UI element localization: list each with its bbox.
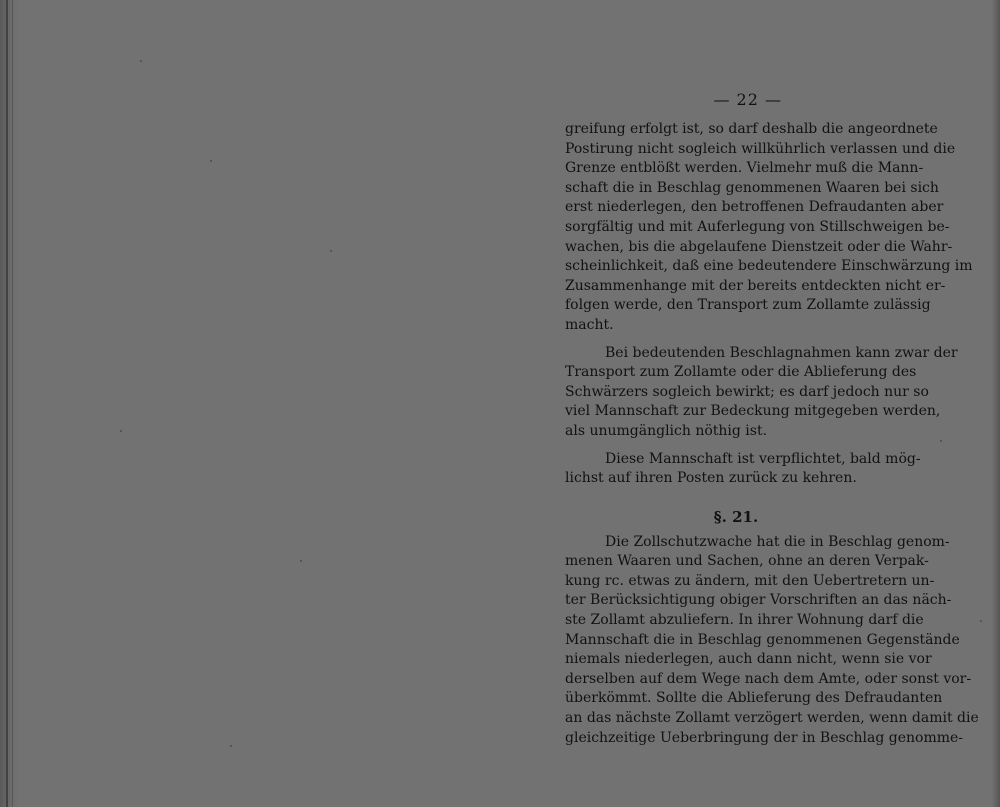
text-line: Bei bedeutenden Beschlagnahmen kann zwar der [605, 344, 958, 361]
text-line: scheinlichkeit, daß eine bedeutendere Einschwärzung im [565, 258, 973, 275]
text-line: als unumgänglich nöthig ist. [565, 422, 768, 439]
text-line: Zusammenhange mit der bereits entdeckten nicht er- [565, 277, 946, 294]
paragraph-2 [565, 344, 958, 442]
text-line: folgen werde, den Transport zum Zollamte zulässig [565, 297, 931, 314]
text-line: Schwärzers sogleich bewirkt; es darf jedoch nur so [565, 383, 929, 400]
text-line: ste Zollamt abzuliefern. In ihrer Wohnung darf die [565, 612, 924, 629]
scan-speck [140, 60, 142, 62]
text-line: schaft die in Beschlag genommenen Waaren bei sich [565, 179, 939, 196]
text-line: gleichzeitige Ueberbringung der in Beschlag genomme- [565, 729, 964, 746]
scan-speck [330, 250, 332, 252]
text-line: niemals niederlegen, auch dann nicht, wenn sie vor [565, 651, 932, 668]
scan-speck [120, 430, 122, 432]
book-page [565, 88, 979, 756]
scan-speck [210, 160, 212, 162]
text-line: Postirung nicht sogleich willkührlich verlassen und die [565, 140, 956, 157]
paragraph-3 [565, 450, 921, 489]
text-line: überkömmt. Sollte die Ablieferung des Defraudanten [565, 690, 943, 707]
text-line: ter Berücksichtigung obiger Vorschriften an das näch- [565, 592, 952, 609]
text-line: wachen, bis die abgelaufene Dienstzeit oder die Wahr- [565, 238, 953, 255]
text-line: viel Mannschaft zur Bedeckung mitgegeben werden, [565, 403, 941, 420]
text-line: Diese Mannschaft ist verpflichtet, bald mög- [605, 450, 921, 467]
right-page-edge [992, 0, 1000, 807]
section-heading: §. 21. [713, 507, 759, 526]
text-line: erst niederlegen, den betroffenen Defraudanten aber [565, 199, 944, 216]
scan-speck [230, 745, 232, 747]
text-line: Transport zum Zollamte oder die Ablieferung des [565, 364, 917, 381]
page-number: — 22 — [713, 90, 782, 109]
scan-speck [300, 560, 302, 562]
left-page-binding-edge [0, 0, 20, 807]
text-line: sorgfältig und mit Auferlegung von Stillschweigen be- [565, 218, 950, 235]
paragraph-1 [565, 120, 973, 336]
text-line: lichst auf ihren Posten zurück zu kehren. [565, 470, 857, 487]
text-line: Die Zollschutzwache hat die in Beschlag genom- [605, 533, 950, 550]
text-line: greifung erfolgt ist, so darf deshalb die angeordnete [565, 121, 938, 137]
text-line: Mannschaft die in Beschlag genommenen Gegenstände [565, 631, 960, 648]
text-line: kung rc. etwas zu ändern, mit den Uebertretern un- [565, 572, 935, 589]
paragraph-4 [565, 533, 979, 749]
scan-speck [940, 440, 942, 442]
text-line: Grenze entblößt werden. Vielmehr muß die Mann- [565, 160, 924, 177]
scan-speck [980, 620, 982, 622]
text-line: macht. [565, 316, 614, 333]
text-line: an das nächste Zollamt verzögert werden, wenn damit die [565, 710, 979, 727]
text-line: menen Waaren und Sachen, ohne an deren Verpak- [565, 553, 929, 570]
text-line: derselben auf dem Wege nach dem Amte, oder sonst vor- [565, 670, 972, 687]
